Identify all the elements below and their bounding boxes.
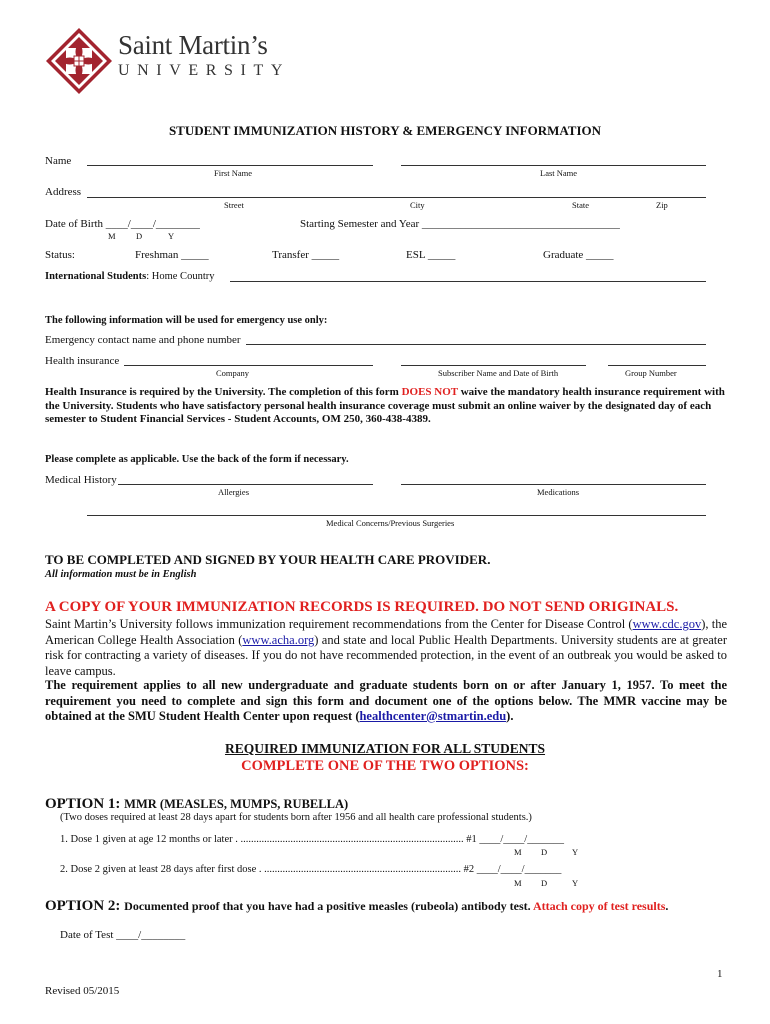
option2-line: [45, 897, 668, 915]
medications-field[interactable]: [401, 484, 706, 485]
dose2-d: D: [541, 878, 548, 888]
international-bold: International Students: [45, 271, 147, 282]
dose2-field[interactable]: 2. Dose 2 given at least 28 days after first dose . ........................................................................... #2 ____/____/_______: [60, 864, 562, 875]
dose2-y: Y: [572, 878, 579, 888]
immunization-policy-paragraph: [45, 617, 727, 679]
street-caption: Street: [224, 200, 244, 210]
copy-notice: A COPY OF YOUR IMMUNIZATION RECORDS IS REQUIRED. DO NOT SEND ORIGINALS.: [45, 599, 679, 615]
medical-history-label: Medical History: [45, 474, 117, 486]
last-name-field[interactable]: [401, 165, 706, 166]
date-of-test-field[interactable]: Date of Test ____/________: [60, 929, 186, 941]
insurance-note-2: waive the mandatory health insurance requirement with the University. Students who have satisfactory personal health insurance coverage must submit an online waiver by the designated day of each semester to Student Financial Services - Student Accounts, OM 250, 360-438-4389.: [45, 386, 725, 425]
acha-link[interactable]: www.acha.org: [242, 632, 315, 647]
status-label: Status:: [45, 249, 75, 261]
insurance-note: [45, 386, 725, 427]
requirement-paragraph: [45, 678, 727, 725]
dob-m: M: [108, 231, 116, 241]
dob-d: D: [136, 231, 143, 241]
zip-caption: Zip: [656, 200, 668, 210]
insurance-company-field[interactable]: [124, 365, 373, 366]
insurance-subscriber-field[interactable]: [401, 365, 586, 366]
page-number: 1: [717, 968, 723, 980]
option2-label: OPTION 2:: [45, 898, 125, 914]
name-label: Name: [45, 155, 72, 167]
subscriber-caption: Subscriber Name and Date of Birth: [438, 368, 559, 378]
insurance-note-1: Health Insurance is required by the University. The completion of this form: [45, 386, 402, 398]
provider-subheading: All information must be in English: [45, 569, 197, 580]
form-title: STUDENT IMMUNIZATION HISTORY & EMERGENCY INFORMATION: [168, 123, 602, 138]
para1-a: Saint Martin’s University follows immunization requirement recommendations from the Center for Disease Control (: [45, 617, 633, 631]
emergency-heading: The following information will be used for emergency use only:: [45, 315, 328, 326]
option1-heading: [45, 795, 348, 813]
dob-field[interactable]: Date of Birth ____/____/________: [45, 218, 200, 230]
first-name-caption: First Name: [214, 168, 253, 178]
city-caption: City: [410, 200, 425, 210]
dose2-m: M: [514, 878, 522, 888]
cdc-link[interactable]: www.cdc.gov: [632, 617, 702, 631]
option1-note: (Two doses required at least 28 days apart for students born after 1956 and all health care professional students.): [60, 812, 532, 823]
home-country-field[interactable]: [230, 281, 706, 282]
company-caption: Company: [216, 368, 250, 378]
dose1-y: Y: [572, 847, 579, 857]
insurance-group-field[interactable]: [608, 365, 706, 366]
revised-date: Revised 05/2015: [45, 985, 120, 997]
allergies-field[interactable]: [118, 484, 373, 485]
medical-concerns-caption: Medical Concerns/Previous Surgeries: [326, 518, 455, 528]
provider-heading: TO BE COMPLETED AND SIGNED BY YOUR HEALTH CARE PROVIDER.: [45, 552, 491, 567]
status-freshman[interactable]: Freshman _____: [135, 249, 209, 261]
option2-text: Documented proof that you have had a positive measles (rubeola) antibody test.: [124, 899, 533, 913]
status-esl[interactable]: ESL _____: [406, 249, 456, 261]
logo-university: UNIVERSITY: [118, 62, 290, 79]
international-rest: : Home Country: [146, 271, 215, 282]
para1-c: ) and state and local Public Health Departments. University students are at greater risk for contracting a variety of diseases. If you do not have recommended protection, in the event of an outbreak you would be asked to leave campus.: [45, 632, 727, 678]
dob-y: Y: [168, 231, 175, 241]
state-caption: State: [572, 200, 589, 210]
option1-title: MMR (MEASLES, MUMPS, RUBELLA): [124, 797, 349, 811]
para2-a: The requirement applies to all new undergraduate and graduate students born on or after January 1, 1957. To meet the requirement you need to complete and sign this form and document one of the options below. The MMR vaccine may be obtained at the SMU Student Health Center upon request (: [45, 678, 727, 723]
medical-concerns-field[interactable]: [87, 515, 706, 516]
health-center-email-link[interactable]: healthcenter@stmartin.edu: [359, 709, 507, 723]
emergency-contact-label: Emergency contact name and phone number: [45, 334, 241, 346]
para2-b: ).: [506, 709, 514, 723]
dose1-field[interactable]: 1. Dose 1 given at age 12 months or later . ..................................................................................... #1 ____/____/_______: [60, 834, 564, 845]
option1-label: OPTION 1:: [45, 796, 125, 812]
group-caption: Group Number: [625, 368, 677, 378]
insurance-note-red: DOES NOT: [401, 386, 458, 398]
dose1-d: D: [541, 847, 548, 857]
option2-end: .: [665, 899, 669, 913]
address-field[interactable]: [87, 197, 706, 198]
status-transfer[interactable]: Transfer _____: [272, 249, 340, 261]
logo-emblem-icon: [44, 26, 114, 96]
medications-caption: Medications: [537, 487, 580, 497]
requirements-subheading: COMPLETE ONE OF THE TWO OPTIONS:: [241, 758, 529, 774]
allergies-caption: Allergies: [218, 487, 250, 497]
address-label: Address: [45, 186, 82, 198]
requirements-heading: REQUIRED IMMUNIZATION FOR ALL STUDENTS: [224, 741, 546, 756]
international-label: [45, 271, 214, 282]
complete-note: Please complete as applicable. Use the back of the form if necessary.: [45, 454, 349, 465]
last-name-caption: Last Name: [540, 168, 578, 178]
option2-red: Attach copy of test results: [532, 899, 666, 913]
emergency-contact-field[interactable]: [246, 344, 706, 345]
status-graduate[interactable]: Graduate _____: [543, 249, 614, 261]
para1-b: ), the American College Health Association (: [45, 617, 727, 647]
first-name-field[interactable]: [87, 165, 373, 166]
dose1-m: M: [514, 847, 522, 857]
university-logo: [44, 26, 114, 96]
logo-name: Saint Martin’s: [118, 30, 268, 60]
health-insurance-label: Health insurance: [45, 355, 120, 367]
semester-field[interactable]: Starting Semester and Year ____________________________________: [300, 218, 620, 230]
